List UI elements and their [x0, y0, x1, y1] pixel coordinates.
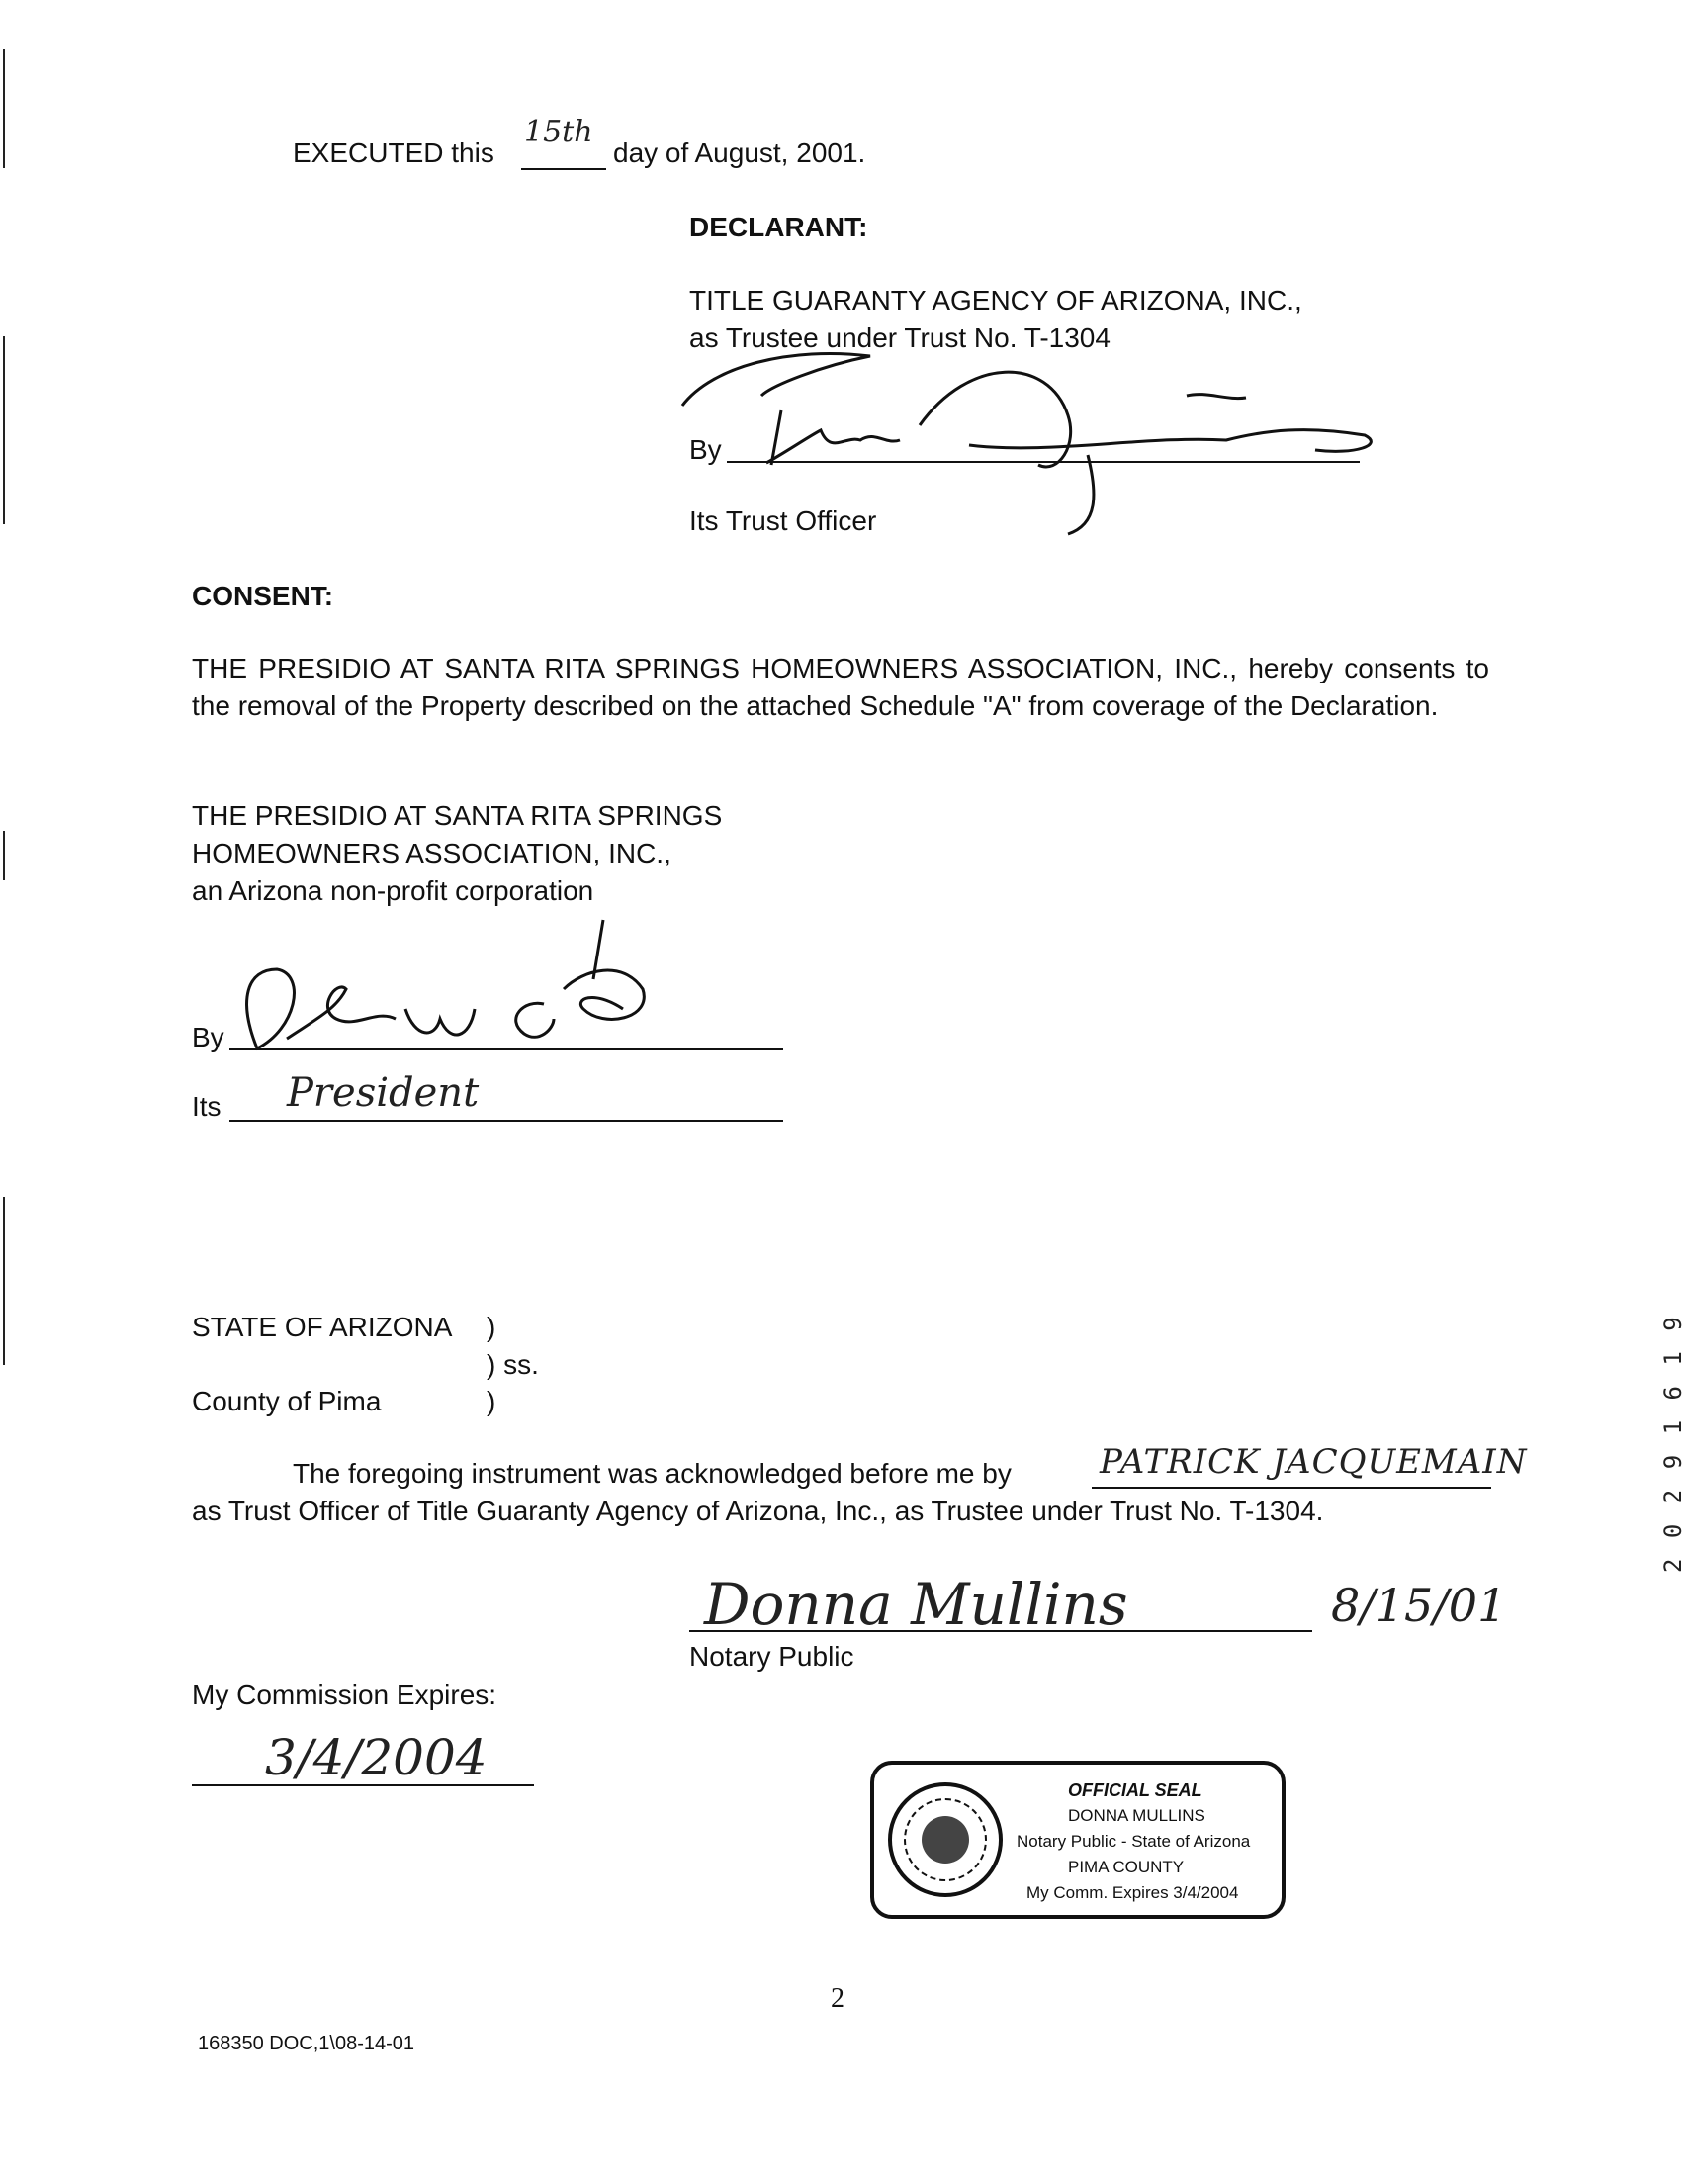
seal-line2: DONNA MULLINS — [1068, 1806, 1205, 1825]
declarant-title: Its Trust Officer — [689, 505, 877, 536]
declarant-name-line1: TITLE GUARANTY AGENCY OF ARIZONA, INC., — [689, 285, 1302, 316]
consent-entity-line1: THE PRESIDIO AT SANTA RITA SPRINGS — [192, 800, 723, 831]
consent-its-line — [229, 1120, 783, 1122]
commission-date-handwritten: 3/4/2004 — [265, 1729, 488, 1786]
notary-signature-line — [689, 1630, 1312, 1632]
notary-signature: Donna Mullins — [704, 1571, 1128, 1638]
executed-day-handwritten: 15th — [524, 115, 593, 149]
consent-entity-line3: an Arizona non-profit corporation — [192, 875, 594, 906]
consent-by-label: By — [192, 1022, 224, 1052]
venue-state: STATE OF ARIZONA — [192, 1312, 453, 1342]
declarant-heading: DECLARANT: — [689, 212, 868, 242]
official-seal — [870, 1761, 1286, 1919]
document-footer: 168350 DOC,1\08-14-01 — [198, 2033, 415, 2054]
state-seal-emblem — [888, 1782, 1003, 1897]
commission-date-line — [192, 1784, 534, 1786]
acknowledgment-line1: The foregoing instrument was acknowledged before me by — [293, 1458, 1012, 1489]
seal-line4: PIMA COUNTY — [1068, 1858, 1185, 1876]
notary-label: Notary Public — [689, 1641, 854, 1672]
notary-date-handwritten: 8/15/01 — [1331, 1579, 1507, 1632]
consent-its-label: Its — [192, 1091, 222, 1122]
executed-day-line — [521, 168, 606, 170]
executed-prefix: EXECUTED this — [293, 137, 494, 168]
seal-line5: My Comm. Expires 3/4/2004 — [1026, 1883, 1239, 1902]
declarant-name-line2: as Trustee under Trust No. T-1304 — [689, 322, 1111, 353]
page-number: 2 — [831, 1983, 844, 2014]
margin-mark — [3, 831, 5, 880]
commission-label: My Commission Expires: — [192, 1680, 497, 1710]
venue-state-paren: ) — [487, 1312, 496, 1342]
consent-body: THE PRESIDIO AT SANTA RITA SPRINGS HOMEOWNERS ASSOCIATION, INC., hereby consents to the removal of the Property described on the attached Schedule "A" from coverage of the Declaration. — [192, 653, 1489, 721]
declarant-by-label: By — [689, 434, 722, 465]
margin-mark — [3, 49, 5, 168]
acknowledgment-line2: as Trust Officer of Title Guaranty Agency of Arizona, Inc., as Trustee under Trust No. T-1304. — [192, 1496, 1324, 1526]
consent-its-handwritten: President — [287, 1070, 480, 1116]
venue-ss: ) ss. — [487, 1349, 539, 1380]
consent-signature — [227, 910, 663, 1058]
margin-mark — [3, 1197, 5, 1365]
consent-heading: CONSENT: — [192, 581, 334, 611]
seal-line3: Notary Public - State of Arizona — [1017, 1832, 1251, 1851]
venue-county: County of Pima — [192, 1386, 382, 1416]
side-recording-stamp: 2 0 2 9 1 6 1 9 — [1659, 1314, 1687, 1573]
seal-line1: OFFICIAL SEAL — [1068, 1780, 1202, 1800]
venue-county-paren: ) — [487, 1386, 496, 1416]
consent-entity-line2: HOMEOWNERS ASSOCIATION, INC., — [192, 838, 671, 868]
acknowledgment-person-handwritten: PATRICK JACQUEMAIN — [1100, 1442, 1528, 1482]
executed-suffix: day of August, 2001. — [613, 137, 866, 168]
acknowledgment-name-line — [1092, 1487, 1491, 1489]
margin-mark — [3, 336, 5, 524]
